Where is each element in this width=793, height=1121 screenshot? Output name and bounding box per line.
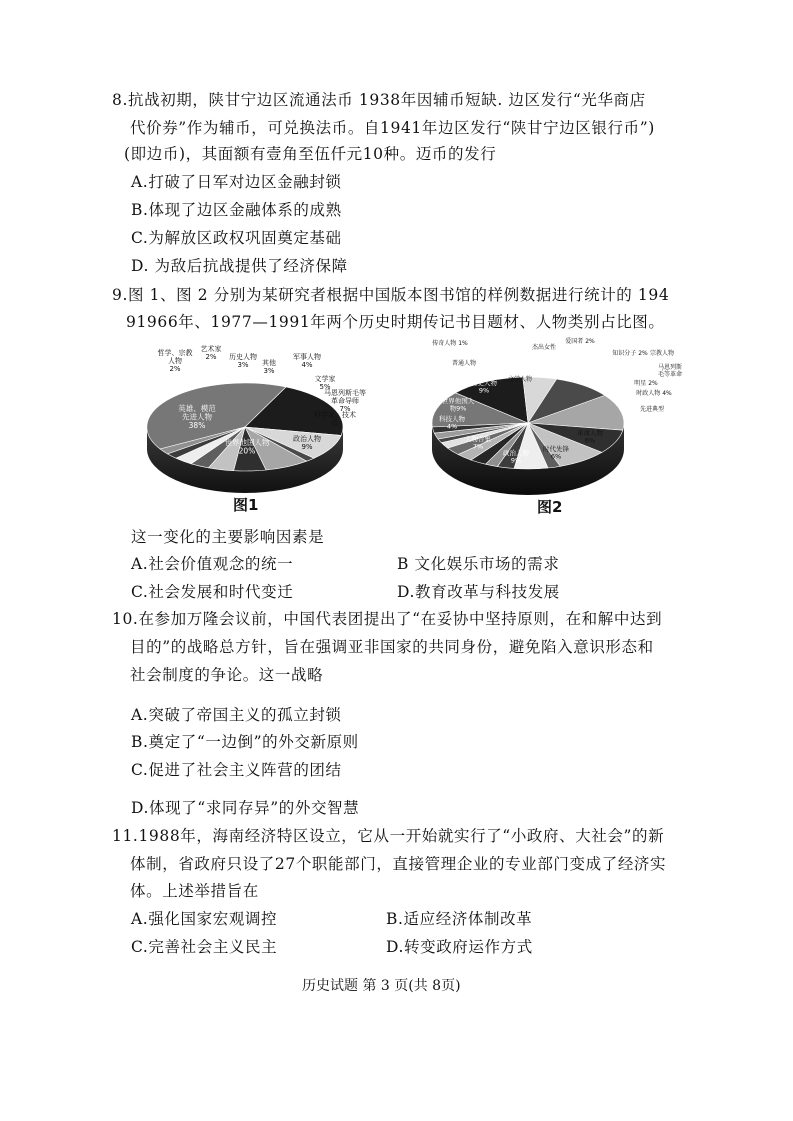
q11-option-d: D.转变政府运作方式	[386, 938, 533, 956]
q10-option-b: B.奠定了“一边倒”的外交新原则	[131, 733, 359, 751]
pie-slice-label: 历史人物 9%	[471, 379, 497, 395]
pie-slice-label: 马恩列斯毛等革命导师 7%	[324, 389, 366, 413]
figure-1-caption: 图1	[233, 496, 259, 514]
pie-slice-label: 时代先锋 6%	[543, 445, 569, 461]
pie-slice-label: 科学家、技术员	[314, 411, 356, 427]
pie-slice-label: 宗教人物	[649, 350, 675, 357]
pie-slice-label: 传奇人物 1%	[432, 340, 468, 347]
pie-slice-label: 明星 2%	[634, 380, 658, 387]
pie-slice-label: 世界他国人物 20%	[224, 438, 270, 456]
q8-stem-line3: (即边币)，其面额有壹角至伍仟元10种。迈币的发行	[124, 145, 497, 163]
figure-2-pie-chart	[420, 335, 685, 497]
pie-slice-label: 文学家 5%	[314, 375, 336, 391]
q11-stem-line3: 体。上述举措旨在	[130, 882, 259, 900]
q10-option-a: A.突破了帝国主义的孤立封锁	[131, 706, 342, 724]
q9-option-a: A.社会价值观念的统一	[131, 555, 294, 573]
q10-option-c: C.促进了社会主义阵营的团结	[131, 761, 342, 779]
figure-2-caption: 图2	[537, 498, 563, 516]
q9-option-c: C.社会发展和时代变迁	[131, 583, 294, 601]
pie-slice-label: 先进典型	[639, 406, 665, 413]
pie-slice-label: 军事人物 4%	[293, 353, 321, 369]
q8-option-d: D. 为敌后抗战提供了经济保障	[131, 257, 348, 275]
pie-slice-label: 哲学、宗教人物 2%	[157, 349, 193, 373]
pie-slice-label: 马恩列斯毛等革命	[657, 364, 683, 378]
q10-stem-line2: 目的”的战略总方针，旨在强调亚非国家的共同身份，避免陷入意识形态和	[130, 638, 654, 656]
fig1-slices	[147, 383, 343, 471]
q11-option-c: C.完善社会主义民主	[131, 938, 278, 956]
q8-option-a: A.打破了日军对边区金融封锁	[131, 173, 342, 191]
q10-option-d: D.体现了“求同存异”的外交智慧	[131, 799, 360, 817]
pie-slice-label: 其他 3%	[262, 359, 276, 375]
pie-slice-label: 时政人物 4%	[636, 390, 672, 397]
q11-stem-line1: 11.1988年，海南经济特区设立，它从一开始就实行了“小政府、大社会”的新	[112, 827, 665, 845]
page-footer: 历史试题 第 3 页(共 8页)	[302, 978, 461, 994]
pie-slice-label: 政治人物 9%	[503, 449, 529, 465]
pie-slice-label: 革命人物 6%	[577, 429, 603, 445]
pie-slice-label: 历史人物 3%	[229, 353, 257, 369]
pie-slice-label: 世界他国人物9%	[441, 397, 475, 413]
q11-option-a: A.强化国家宏观调控	[131, 910, 278, 928]
pie-slice-label: 普通人物	[451, 360, 477, 367]
q9-option-d: D.教育改革与科技发展	[397, 583, 560, 601]
pie-slice-label: 政治人物 9%	[293, 435, 321, 451]
q9-stem-line2: 91966年、1977—1991年两个历史时期传记书目题材、人物类别占比图。	[126, 313, 665, 331]
q9-option-b: B 文化娱乐市场的需求	[397, 555, 560, 573]
pie-slice-label: 人物合集 7%	[465, 435, 491, 451]
q8-option-c: C.为解放区政权巩固奠定基础	[131, 229, 342, 247]
pie-slice-label: 知识分子 2%	[612, 350, 648, 357]
q10-stem-line3: 社会制度的争论。这一战略	[130, 666, 324, 684]
figure-2-svg	[420, 335, 685, 493]
figure-1-svg	[135, 345, 366, 493]
q8-stem-line1: 8.抗战初期，陕甘宁边区流通法币 1938年因辅币短缺. 边区发行“光华商店	[112, 91, 646, 109]
q11-option-b: B.适应经济体制改革	[386, 910, 533, 928]
pie-slice-label: 爱国者 2%	[565, 338, 595, 345]
figure-1-pie-chart	[135, 345, 366, 497]
q9-stem-question: 这一变化的主要影响因素是	[131, 528, 325, 546]
pie-slice-label: 文学人物	[507, 376, 533, 383]
q11-stem-line2: 体制，省政府只设了27个职能部门，直接管理企业的专业部门变成了经济实	[130, 855, 667, 873]
q9-stem-line1: 9.图 1、图 2 分别为某研究者根据中国版本图书馆的样例数据进行统计的 194	[112, 286, 670, 304]
pie-slice-label: 科技人物 4%	[439, 415, 465, 431]
q8-option-b: B.体现了边区金融体系的成熟	[131, 201, 342, 219]
q8-stem-line2: 代价券”作为辅币，可兑换法币。自1941年边区发行“陕甘宁边区银行币”)	[130, 119, 655, 137]
pie-slice-label: 艺术家 2%	[200, 345, 222, 361]
pie-slice-label: 英雄、模范先进人物 38%	[178, 404, 216, 430]
q10-stem-line1: 10.在参加万隆会议前，中国代表团提出了“在妥协中坚持原则，在和解中达到	[112, 610, 663, 628]
pie-slice-label: 杰出女性	[531, 344, 557, 351]
